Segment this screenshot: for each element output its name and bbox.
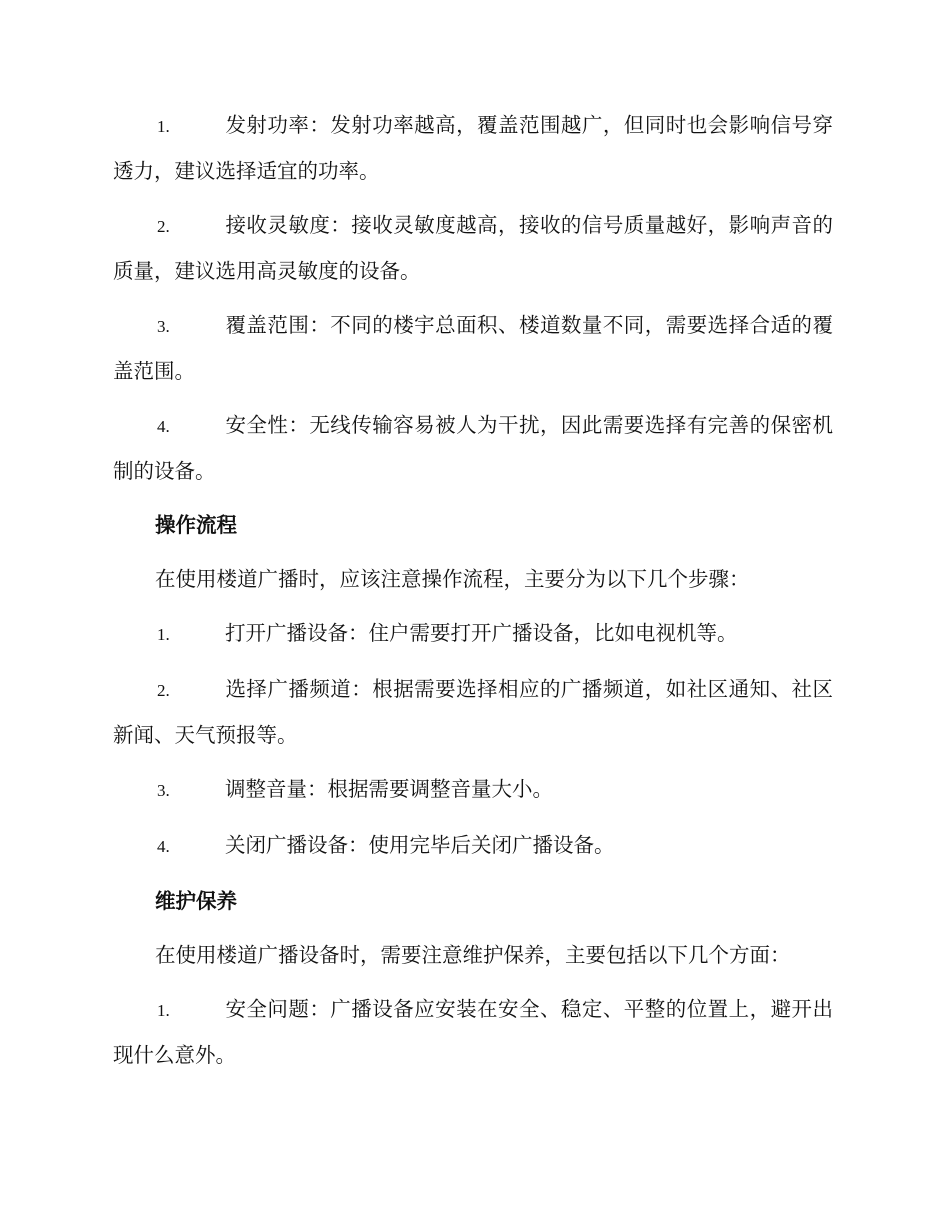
list-text: 接收灵敏度：接收灵敏度越高，接收的信号质量越好，影响声音的质量，建议选用高灵敏度的设备。 [113,213,833,283]
list-item [113,403,833,493]
section-heading-maintenance: 维护保养 [155,889,237,913]
list-text: 安全问题：广播设备应安装在安全、稳定、平整的位置上，避开出现什么意外。 [113,997,833,1067]
list-item [113,767,833,813]
list-text: 发射功率：发射功率越高，覆盖范围越广，但同时也会影响信号穿透力，建议选择适宜的功率。 [113,113,833,183]
document-page [113,103,833,1087]
list-item [113,303,833,393]
list-item [113,987,833,1077]
list-number: 1. [157,117,170,136]
list-item [113,823,833,869]
list-number: 2. [157,217,170,236]
section-intro-operation: 在使用楼道广播时，应该注意操作流程，主要分为以下几个步骤： [155,567,750,591]
list-item [113,667,833,757]
list-number: 3. [157,317,170,336]
list-item [113,611,833,657]
list-text: 选择广播频道：根据需要选择相应的广播频道，如社区通知、社区新闻、天气预报等。 [113,677,833,747]
list-item [113,203,833,293]
list-number: 4. [157,837,170,856]
list-number: 2. [157,681,170,700]
list-number: 4. [157,417,170,436]
list-text: 关闭广播设备：使用完毕后关闭广播设备。 [225,833,615,857]
list-number: 1. [157,625,170,644]
list-item [113,103,833,193]
list-number: 1. [157,1001,170,1020]
list-text: 调整音量：根据需要调整音量大小。 [225,777,553,801]
list-number: 3. [157,781,170,800]
section-heading-operation: 操作流程 [155,513,237,537]
list-text: 打开广播设备：住户需要打开广播设备，比如电视机等。 [225,621,738,645]
list-text: 安全性：无线传输容易被人为干扰，因此需要选择有完善的保密机制的设备。 [113,413,833,483]
section-intro-maintenance: 在使用楼道广播设备时，需要注意维护保养，主要包括以下几个方面： [155,943,791,967]
list-text: 覆盖范围：不同的楼宇总面积、楼道数量不同，需要选择合适的覆盖范围。 [113,313,833,383]
